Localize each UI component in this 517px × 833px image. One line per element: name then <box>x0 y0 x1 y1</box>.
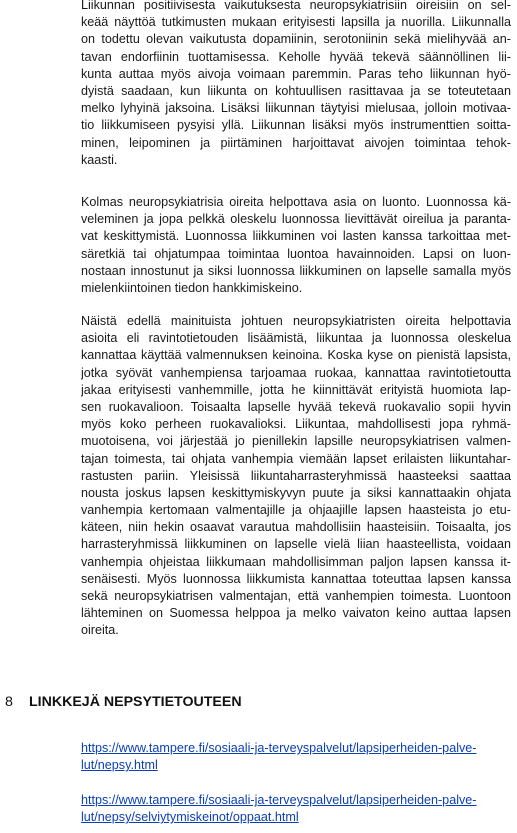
link-text-line[interactable]: lut/nepsy.html <box>81 758 158 773</box>
text-line: vat keskittymistä. Luonnossa liikkuminen voi lasten kanssa tarkoittaa met- <box>81 229 511 244</box>
text-line: lähteminen on Suomessa helppoa ja melko vaivaton keino auttaa lapsen <box>81 606 511 621</box>
text-line: sen ruokavalioon. Toisaalta lapselle hyvää tekevä ruokavalio sopii hyvin <box>81 399 511 414</box>
text-line: minen, leipominen ja piirtäminen harjoittavat aivojen toimintaa tehok- <box>81 135 511 150</box>
text-line: myös koko perheen ruokavalioksi. Liikuntaa, mahdollisesti jopa ryhmä- <box>81 417 511 432</box>
text-line: sekä neuropsykiatrisen valmentajan, että vanhempien toimesta. Luontoon <box>81 589 511 603</box>
text-line: keää näyttöä tutkimusten mukaan erityisesti lapsilla ja nuorilla. Liikunnalla <box>81 15 511 30</box>
text-line: Liikunnan positiivisesta vaikutuksesta neuropsykiatrisiin oireisiin on sel- <box>81 0 511 12</box>
section-heading <box>0 692 517 712</box>
text-line: kaasti. <box>81 152 118 167</box>
text-line: vanhempia kertomaan valmentajille ja ohjaajille lapsen haasteista jo etu- <box>81 503 511 518</box>
link-nepsy-page[interactable] <box>81 740 511 774</box>
text-line: melko lyhyinä jaksoina. Lisäksi liikunnan täytyisi mielusaa, jolloin motivaa- <box>81 101 511 116</box>
section-number: 8 <box>5 694 13 710</box>
section-title: LINKKEJÄ NEPSYTIETOUTEEN <box>29 694 242 710</box>
text-line: säretkiä tai ohjatumpaa toimintaa luontoa havainnoiden. Lapsi on luon- <box>81 246 511 261</box>
text-line: tajan toimesta, tai ohjata vanhempia viemään lapset erilaisten liikuntahar- <box>81 451 511 466</box>
text-line: muotoisena, voi järjestää jo pienillekin lapsille neuropsykiatrisen valmen- <box>81 434 511 449</box>
paragraph-nature <box>81 194 511 297</box>
text-line: rastusten pariin. Yleisissä liikuntaharrasteryhmissä haasteeksi saattaa <box>81 468 511 483</box>
text-line: nostaan innostunut ja siksi luonnossa liikkuminen on lapselle samalla myös <box>81 263 511 278</box>
paragraph-conclusions <box>81 313 511 640</box>
text-line: dyistä saadaan, kun liikunta on kohtuullisen rasittavaa ja se toteutetaan <box>81 83 511 98</box>
paragraph-exercise <box>81 0 511 169</box>
text-line: kannattaa käyttää valmennuksen keinoina. Koska kyse on pienistä lapsista, <box>81 348 511 363</box>
text-line: Näistä edellä mainituista johtuen neuropsykiatristen oireita helpottavia <box>81 314 511 328</box>
text-line: senäisesti. Myös luonnossa liikkumista kannattaa toteuttaa lapsen kanssa <box>81 571 511 586</box>
text-line: mielenkiintoinen tiedon hankkimiskeino. <box>81 280 303 295</box>
text-line: tio liikkumiseen pysyisi yllä. Liikunnan lisäksi myös instrumenttien soitta- <box>81 118 511 133</box>
text-line: Kolmas neuropsykiatrisia oireita helpottava asia on luonto. Luonnossa kä- <box>81 195 511 209</box>
text-line: nousta joskus lapsen keskittymiskyvyn puute ja siksi kannattaakin ohjata <box>81 485 511 500</box>
text-line: vanhempia ohjeistaa liikkumaan mahdollisimman paljon lapsen kanssa it- <box>81 554 511 569</box>
text-line: asioita eli ravintotietouden lisäämistä, liikuntaa ja luonnossa oleskelua <box>81 331 511 346</box>
text-line: on todettu olevan vaikutusta dopamiinin, serotoniinin sekä mielihyvää an- <box>81 32 511 47</box>
link-text-line[interactable]: https://www.tampere.fi/sosiaali-ja-terveyspalvelut/lapsiperheiden-palve- <box>81 741 477 755</box>
text-line: oireita. <box>81 623 119 638</box>
text-line: harrasteryhmissä liikkuminen on lapselle vielä liian haasteellista, voidaan <box>81 537 511 552</box>
link-text-line[interactable]: https://www.tampere.fi/sosiaali-ja-terveyspalvelut/lapsiperheiden-palve- <box>81 793 477 807</box>
text-line: jakaa erityisesti vanhemmille, jotta he kiinnittävät erityistä huomiota lap- <box>81 382 511 397</box>
text-line: veleminen ja jopa pelkkä oleskelu luonnossa lievittävät oireilua ja paranta- <box>81 212 511 227</box>
link-nepsy-guides[interactable] <box>81 792 511 826</box>
text-line: tavan endorfiinin tuottamisessa. Keholle hyvää tekevä säännöllinen lii- <box>81 49 511 64</box>
text-line: käteen, niin hekin osaavat varautua mahdollisiin haasteisiin. Toisaalta, jos <box>81 520 511 535</box>
text-line: jotka syövät vanhempiensa tarjoamaa ruokaa, kannattaa ravintotietoutta <box>81 365 511 380</box>
text-line: kunta auttaa myös aivoja voimaan paremmin. Paras teho liikunnan hyö- <box>81 66 511 81</box>
link-text-line[interactable]: lut/nepsy/selviytymiskeinot/oppaat.html <box>81 810 299 825</box>
